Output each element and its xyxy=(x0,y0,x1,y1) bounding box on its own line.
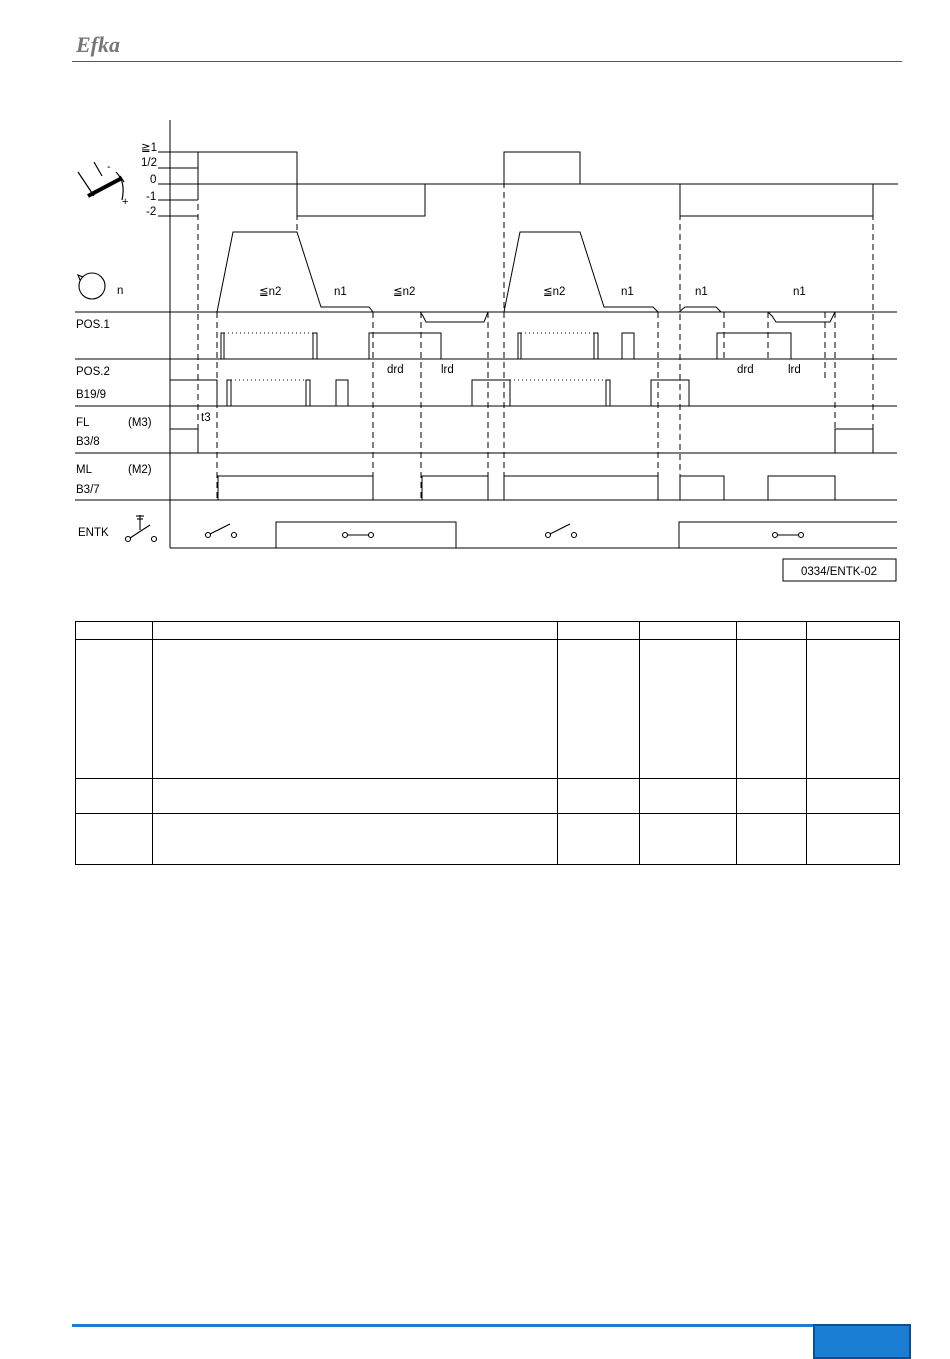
diagram-mark xyxy=(550,524,570,534)
diagram-mark xyxy=(206,533,211,538)
pedal-plus-symbol: + xyxy=(122,196,129,208)
pedal-level-label: -2 xyxy=(146,206,157,218)
table-column-divider xyxy=(152,622,153,864)
table-column-divider xyxy=(806,622,807,864)
diagram-mark xyxy=(152,537,157,542)
pedal-level-label: 0 xyxy=(150,174,157,186)
diagram-mark xyxy=(773,533,778,538)
diagram-mark xyxy=(835,429,873,453)
diagram-mark xyxy=(210,524,230,534)
speed-label: n1 xyxy=(621,286,634,298)
signal-label-b19-9: B19/9 xyxy=(76,389,107,401)
entk-switch-icon xyxy=(126,515,157,542)
footer-page-box xyxy=(813,1324,911,1359)
pedal-minus-symbol: - xyxy=(107,161,111,173)
diagram-mark xyxy=(306,380,310,406)
motor-rotation-icon xyxy=(78,273,105,299)
table-column-divider xyxy=(639,622,640,864)
diagram-mark xyxy=(504,476,658,500)
annotation-lrd: lrd xyxy=(788,364,801,376)
footer-rule xyxy=(72,1324,908,1327)
diagram-mark xyxy=(518,333,521,359)
table-column-divider xyxy=(557,622,558,864)
signal-label-m3: (M3) xyxy=(128,417,152,429)
diagram-mark xyxy=(221,333,224,359)
table-row xyxy=(76,813,899,814)
diagram-mark xyxy=(369,533,374,538)
diagram-mark xyxy=(313,333,317,359)
speed-label: ≦n2 xyxy=(543,286,566,298)
diagram-mark xyxy=(572,533,577,538)
table-row xyxy=(76,639,899,640)
speed-label: n1 xyxy=(695,286,708,298)
diagram-mark xyxy=(422,476,488,500)
motor-speed-label: n xyxy=(117,285,124,297)
diagram-mark xyxy=(651,380,689,406)
pedal-icon xyxy=(78,162,124,200)
diagram-mark xyxy=(170,380,217,406)
diagram-mark xyxy=(218,476,373,500)
entk-open-symbol xyxy=(206,524,577,538)
annotation-drd: drd xyxy=(387,364,404,376)
pedal-level-label: ≧1 xyxy=(141,142,158,154)
annotation-drd: drd xyxy=(737,364,754,376)
diagram-mark xyxy=(336,380,348,406)
annotation-lrd: lrd xyxy=(441,364,454,376)
table-column-divider xyxy=(736,622,737,864)
diagram-mark xyxy=(768,476,835,500)
signal-label-fl: FL xyxy=(76,417,90,429)
logo-wordmark: Efka xyxy=(76,32,120,57)
diagram-mark xyxy=(94,162,102,176)
speed-trace xyxy=(217,232,835,322)
timing-diagram xyxy=(0,0,950,600)
speed-label: ≦n2 xyxy=(393,286,416,298)
parameter-table xyxy=(75,621,900,865)
diagram-mark xyxy=(680,476,724,500)
diagram-mark xyxy=(343,533,348,538)
speed-label: n1 xyxy=(793,286,806,298)
diagram-mark xyxy=(88,178,122,196)
diagram-mark xyxy=(717,333,791,359)
diagram-mark xyxy=(622,333,634,359)
diagram-mark xyxy=(369,333,441,359)
diagram-mark xyxy=(546,533,551,538)
signal-label-b3-8: B3/8 xyxy=(76,436,100,448)
diagram-mark xyxy=(594,333,598,359)
diagram-mark xyxy=(232,533,237,538)
signal-label-b3-7: B3/7 xyxy=(76,484,100,496)
speed-label: ≦n2 xyxy=(259,286,282,298)
signal-label-ml: ML xyxy=(76,464,92,476)
diagram-mark xyxy=(170,429,198,453)
table-row xyxy=(76,778,899,779)
signal-label-m2: (M2) xyxy=(128,464,152,476)
signal-label-pos1: POS.1 xyxy=(76,319,110,331)
signal-label-pos2: POS.2 xyxy=(76,366,110,378)
pedal-level-label: 1/2 xyxy=(141,157,157,169)
annotation-t3: t3 xyxy=(201,412,211,424)
diagram-mark xyxy=(227,380,231,406)
figure-code: 0334/ENTK-02 xyxy=(800,566,878,578)
speed-label: n1 xyxy=(334,286,347,298)
pedal-level-label: -1 xyxy=(146,191,157,203)
signal-label-entk: ENTK xyxy=(78,527,109,539)
diagram-mark xyxy=(606,380,610,406)
diagram-mark xyxy=(126,537,131,542)
diagram-mark xyxy=(799,533,804,538)
